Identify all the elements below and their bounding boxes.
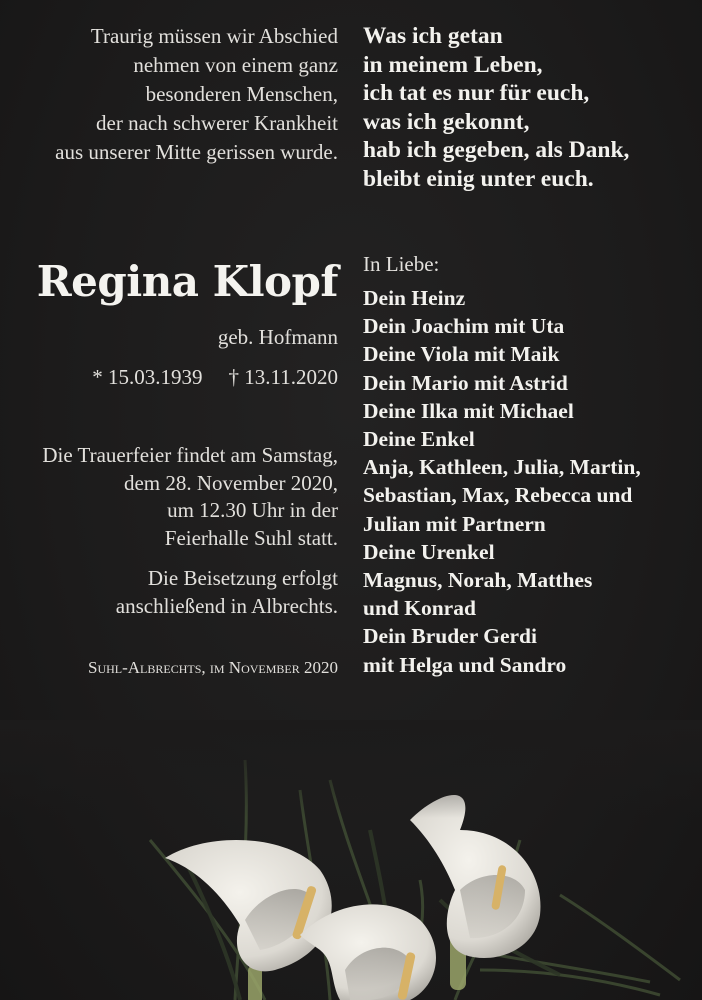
mourner-line: Dein Bruder Gerdi bbox=[363, 624, 537, 649]
intro-line: aus unserer Mitte gerissen wurde. bbox=[55, 140, 338, 164]
service-line: Die Trauerfeier findet am Samstag, bbox=[42, 443, 338, 467]
mourner-line: Julian mit Partnern bbox=[363, 511, 546, 536]
mourner-line: Dein Mario mit Astrid bbox=[363, 370, 568, 395]
mourner-line: und Konrad bbox=[363, 596, 476, 621]
service-line: Feierhalle Suhl statt. bbox=[164, 525, 338, 550]
mourner-line: Deine Enkel bbox=[363, 427, 475, 452]
deceased-name: Regina Klopf bbox=[36, 257, 338, 306]
verse-line: Was ich getan bbox=[363, 23, 503, 49]
verse-line: was ich gekonnt, bbox=[363, 108, 530, 135]
birth-date: * 15.03.1939 bbox=[92, 365, 203, 389]
mourner-line: Dein Heinz bbox=[363, 286, 466, 310]
mourners-label: In Liebe: bbox=[363, 252, 440, 276]
intro-line: nehmen von einem ganz bbox=[133, 53, 338, 77]
intro-text bbox=[0, 22, 338, 167]
intro-line: besonderen Menschen, bbox=[145, 82, 338, 106]
burial-line: Die Beisetzung erfolgt bbox=[147, 566, 338, 590]
mourner-line: Deine Viola mit Maik bbox=[363, 342, 560, 367]
service-line: um 12.30 Uhr in der bbox=[167, 498, 338, 522]
calla-lily-image bbox=[0, 720, 702, 1000]
place-date: Suhl-Albrechts, im November 2020 bbox=[87, 658, 338, 677]
mourners-list bbox=[363, 284, 698, 679]
intro-line: Traurig müssen wir Abschied bbox=[90, 24, 338, 48]
birth-name: geb. Hofmann bbox=[217, 325, 338, 349]
verse-line: hab ich gegeben, als Dank, bbox=[363, 137, 630, 163]
mourner-line: Anja, Kathleen, Julia, Martin, bbox=[363, 455, 641, 480]
verse-line: bleibt einig unter euch. bbox=[363, 165, 594, 192]
mourner-line: Magnus, Norah, Matthes bbox=[363, 568, 593, 593]
mourner-line: Sebastian, Max, Rebecca und bbox=[363, 483, 633, 508]
service-info bbox=[0, 442, 338, 552]
mourner-line: Deine Ilka mit Michael bbox=[363, 398, 574, 423]
mourner-line: mit Helga und Sandro bbox=[363, 652, 567, 677]
death-date: † 13.11.2020 bbox=[228, 365, 338, 389]
verse-text bbox=[363, 22, 693, 193]
service-line: dem 28. November 2020, bbox=[123, 470, 338, 495]
intro-line: der nach schwerer Krankheit bbox=[96, 111, 338, 135]
burial-line: anschließend in Albrechts. bbox=[115, 593, 338, 618]
mourner-line: Dein Joachim mit Uta bbox=[363, 314, 565, 339]
verse-line: ich tat es nur für euch, bbox=[363, 80, 590, 106]
burial-info bbox=[0, 565, 338, 620]
verse-line: in meinem Leben, bbox=[363, 51, 543, 78]
mourner-line: Deine Urenkel bbox=[363, 539, 495, 564]
life-dates bbox=[0, 362, 338, 392]
